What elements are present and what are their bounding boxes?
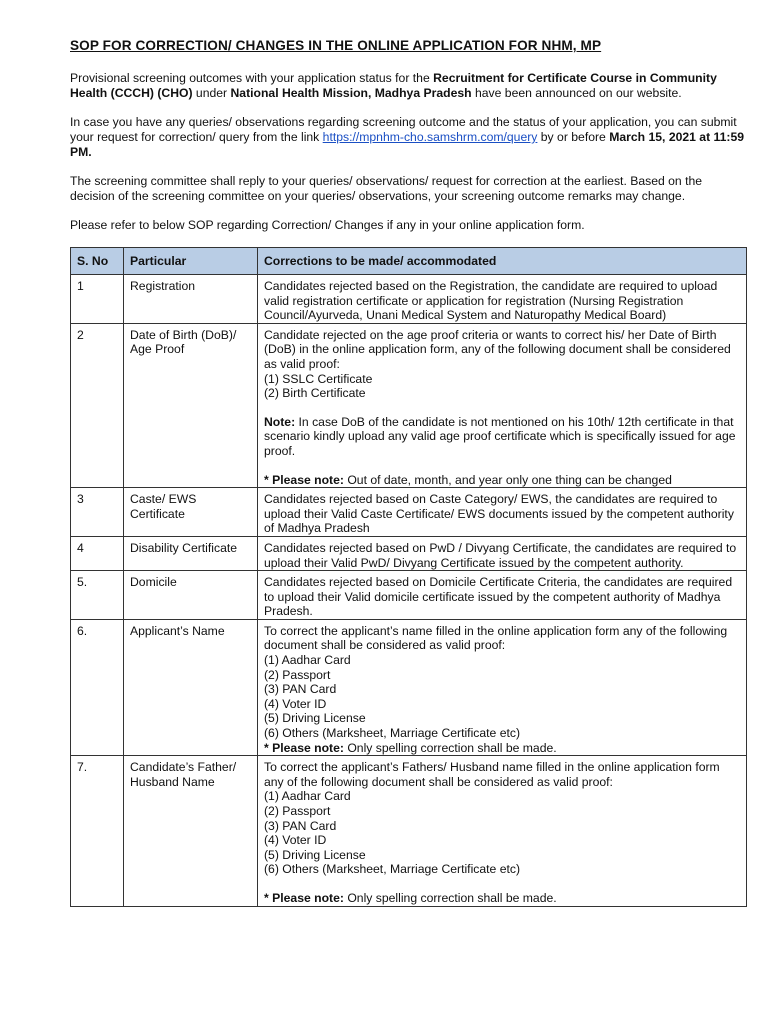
header-particular: Particular [124, 248, 258, 275]
please-note-line [264, 891, 742, 906]
correction-line: Candidates rejected based on Domicile Certificate Criteria, the candidates are required to upload their Valid domicile certificate issued by the competent authority of Madhya Pradesh. [264, 575, 733, 619]
correction-line: (5) Driving License [264, 711, 366, 726]
row-number: 4 [71, 536, 124, 570]
note-line [264, 415, 742, 459]
row-particular: Domicile [124, 571, 258, 620]
correction-line: (6) Others (Marksheet, Marriage Certificate etc) [264, 862, 521, 877]
header-corrections: Corrections to be made/ accommodated [258, 248, 747, 275]
table-row [71, 323, 747, 487]
committee-paragraph: The screening committee shall reply to your queries/ observations/ request for correction at the earliest. Based on the decision of the screening committee on your queries/ observations, your screening outcome remarks may change. [70, 174, 703, 203]
please-note-label: * Please note: [264, 740, 344, 755]
table-row [71, 488, 747, 537]
note-label: Note: [264, 414, 296, 429]
correction-line: Candidates rejected based on Caste Category/ EWS, the candidates are required to upload their Valid Caste Certificate/ EWS documents issued by the competent authority of Madhya Pradesh [264, 492, 734, 536]
row-corrections [258, 756, 747, 906]
correction-line: (1) Aadhar Card [264, 789, 351, 804]
correction-line: (6) Others (Marksheet, Marriage Certificate etc) [264, 726, 521, 741]
correction-line: (3) PAN Card [264, 682, 337, 697]
table-header-row [71, 248, 747, 275]
correction-line: (2) Passport [264, 804, 331, 818]
correction-line: Candidates rejected based on the Registration, the candidate are required to upload valid registration certificate or application for registration (Nursing Registration Council/Ayurveda, Unani Medical System and Naturopathy Medical Board) [264, 279, 718, 323]
correction-line: (1) SSLC Certificate [264, 371, 373, 386]
mission-name: National Health Mission, Madhya Pradesh [230, 86, 472, 100]
document-page [70, 38, 746, 907]
correction-line: (5) Driving License [264, 847, 366, 862]
correction-line: (2) Birth Certificate [264, 386, 366, 401]
row-corrections [258, 571, 747, 620]
row-number: 7. [71, 756, 124, 906]
row-number: 3 [71, 488, 124, 537]
row-number: 5. [71, 571, 124, 620]
correction-line: (4) Voter ID [264, 696, 327, 711]
row-corrections [258, 536, 747, 570]
correction-line: (2) Passport [264, 667, 331, 682]
sop-table [70, 247, 747, 907]
correction-line: Candidate rejected on the age proof criteria or wants to correct his/ her Date of Birth (DoB) in the online application form, any of the following document shall be considered as valid proof: [264, 327, 731, 371]
table-row [71, 619, 747, 755]
correction-line: (1) Aadhar Card [264, 653, 351, 668]
please-note-line [264, 473, 742, 488]
please-note-label: * Please note: [264, 890, 344, 905]
row-number: 2 [71, 323, 124, 487]
intro-paragraph [70, 71, 746, 101]
intro-text-1: Provisional screening outcomes with your application status for the [70, 71, 434, 85]
correction-line: To correct the applicant’s Fathers/ Husband name filled in the online application form any of the following document shall be considered as valid proof: [264, 760, 720, 789]
note-text: In case DoB of the candidate is not mentioned on his 10th/ 12th certificate in that scenario kindly upload any valid age proof certificate which is specifically issued for age proof. [264, 414, 736, 458]
row-number: 6. [71, 619, 124, 755]
table-row [71, 275, 747, 324]
query-link[interactable]: https://mpnhm-cho.samshrm.com/query [322, 130, 538, 144]
correction-line: (3) PAN Card [264, 818, 337, 833]
correction-line: To correct the applicant’s name filled in the online application form any of the following document shall be considered as valid proof: [264, 623, 728, 653]
query-text-1: In case you have any queries/ observations regarding screening outcome and the status of your application, you can submit your request for correction/ query from the link [70, 115, 737, 144]
row-corrections [258, 323, 747, 487]
course-name: Recruitment for Certificate Course in Community Health (CCCH) (CHO) [70, 71, 717, 100]
page-title: SOP FOR CORRECTION/ CHANGES IN THE ONLINE APPLICATION FOR NHM, MP [70, 38, 602, 53]
header-sno: S. No [71, 248, 124, 275]
row-corrections [258, 488, 747, 537]
sop-table-body [71, 275, 747, 907]
table-row [71, 536, 747, 570]
deadline: March 15, 2021 at 11:59 PM. [70, 130, 745, 159]
table-row [71, 756, 747, 906]
row-particular: Applicant’s Name [124, 619, 258, 755]
sop-reference-paragraph: Please refer to below SOP regarding Correction/ Changes if any in your online application form. [70, 218, 585, 232]
row-particular: Registration [124, 275, 258, 324]
row-corrections [258, 619, 747, 755]
table-row [71, 571, 747, 620]
row-particular: Caste/ EWS Certificate [124, 488, 258, 537]
please-note-line [264, 741, 742, 756]
please-note-text: Only spelling correction shall be made. [343, 890, 557, 905]
row-particular: Candidate’s Father/ Husband Name [124, 756, 258, 906]
row-particular: Date of Birth (DoB)/ Age Proof [124, 323, 258, 487]
query-text-2: by or before [537, 130, 610, 144]
correction-line: Candidates rejected based on PwD / Divyang Certificate, the candidates are required to upload their Valid PwD/ Divyang Certificate issued by the competent authority. [264, 540, 737, 570]
intro-text-2: under [192, 86, 231, 100]
row-particular: Disability Certificate [124, 536, 258, 570]
intro-text-3: have been announced on our website. [471, 86, 682, 100]
correction-line: (4) Voter ID [264, 833, 327, 848]
please-note-text: Only spelling correction shall be made. [343, 740, 557, 755]
please-note-text: Out of date, month, and year only one thing can be changed [343, 472, 672, 487]
please-note-label: * Please note: [264, 472, 344, 487]
row-number: 1 [71, 275, 124, 324]
row-corrections [258, 275, 747, 324]
query-paragraph [70, 115, 746, 160]
